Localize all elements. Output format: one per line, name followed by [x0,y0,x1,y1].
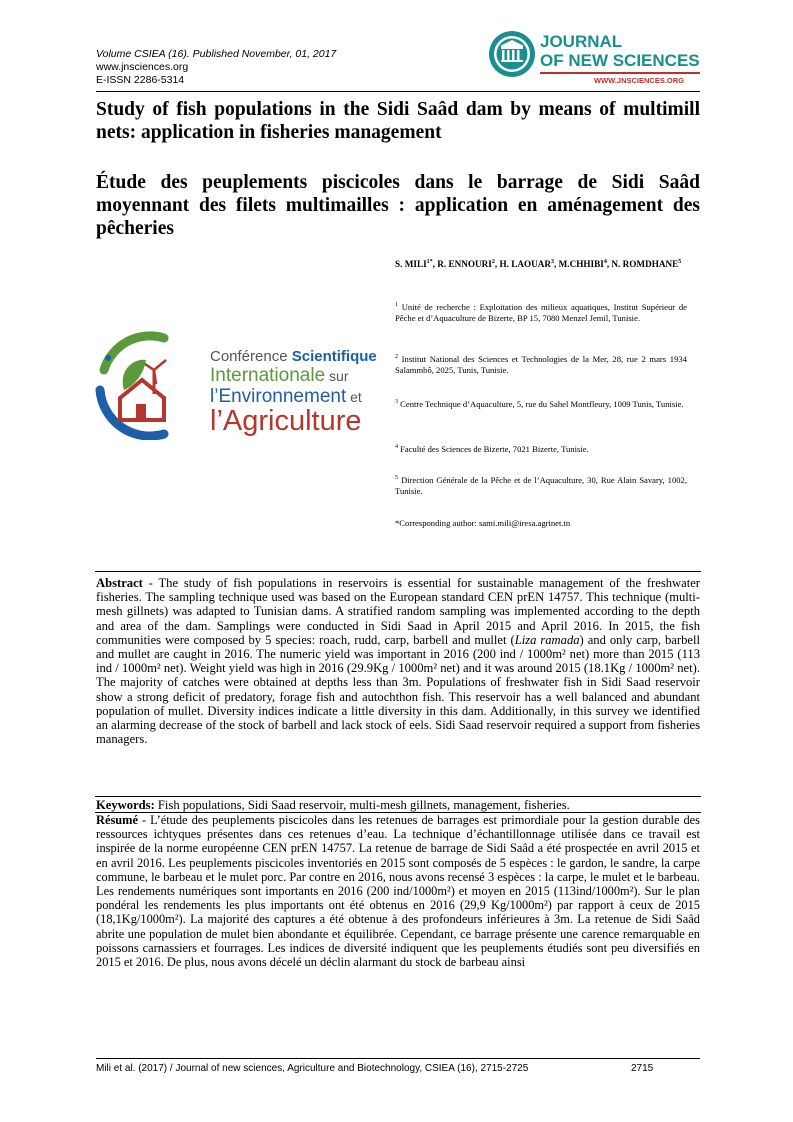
author-1: S. MILI [395,259,427,270]
author-2-sup: 2 [491,259,495,265]
title-english: Study of fish populations in the Sidi Saâd dam by means of multimill nets: application in fisheries management [96,99,700,143]
journal-logo [488,28,703,90]
abstract-italic: Liza ramada [514,632,580,647]
affiliation-1-sup: 1 [395,302,398,308]
footer-citation: Mili et al. (2017) / Journal of new sciences, Agriculture and Biotechnology, CSIEA (16), 2715-2725 [96,1063,529,1074]
conference-line3-a: l’Environnement [210,386,347,407]
keywords-label: Keywords: [96,798,155,812]
conference-line2-b: sur [325,368,349,384]
keywords [96,798,700,812]
journal-website: www.jnsciences.org [96,61,189,73]
journal-logo-line1: JOURNAL [540,32,623,51]
abstract-rule-bottom [95,796,701,797]
resume-label: Résumé [96,813,138,827]
author-1-sup: 1* [426,259,433,265]
conference-line2-a: Internationale [210,365,326,386]
journal-logo-line2: OF NEW SCIENCES [540,51,700,70]
conference-line1-a: Conférence [210,348,292,365]
corresponding-author: *Corresponding author: sami.mili@iresa.agrinet.tn [395,518,571,528]
conference-line4: l’Agriculture [210,405,362,437]
affiliation-2-sup: 2 [395,354,398,360]
author-list [395,256,700,270]
page-number: 2715 [631,1063,654,1074]
journal-seal-icon [488,28,538,80]
author-4: , M.CHHIBI [554,259,604,270]
issn: E-ISSN 2286-5314 [96,74,185,86]
keywords-text: Fish populations, Sidi Saad reservoir, multi-mesh gillnets, management, fisheries. [154,798,570,812]
conference-line1-b: Scientifique [291,348,377,365]
title-french: Étude des peuplements piscicoles dans le barrage de Sidi Saâd moyennant des filets multimailles : application en aménagement des pêcheries [96,172,700,239]
resume [96,813,700,969]
author-5: , N. ROMDHANE [606,259,679,270]
author-5-sup: 5 [678,259,682,265]
author-4-sup: 4 [603,259,607,265]
abstract-text-b: ) and only carp, barbell and mullet are caught in 2016. The numeric yield was important in 2016 (200 ind / 1000m² net) more than 2015 (113 ind / 1000m² net). Weight yield was high in 2016 (29.9Kg / 1000m² net) and it was around 2015 (18.1Kg / 1000m² net). The majority of catches were obtained at depths less than 3m. Populations of freshwater fish in Sidi Saad reservoir show a strong deficit of predatory, forage fish and autochthon fish. This reservoir has a well balanced and abundant population of mullet. Diversity indices indicate a little diversity in this dam. Additionally, in this survey we identified an alarming decrease of the stock of barbell and lack stock of eels. Sidi Saad reservoir required a support from fisheries managers. [96,632,700,747]
conference-line1 [210,348,377,365]
author-3-sup: 3 [551,259,555,265]
affiliation-4-text: Faculté des Sciences de Bizerte, 7021 Bizerte, Tunisie. [398,443,589,454]
conference-emblem-icon [94,330,206,440]
abstract-rule-top [95,571,701,572]
affiliation-5-text: Direction Générale de la Pêche et de l’Aquaculture, 30, Rue Alain Savary, 1002, Tunisie. [395,474,687,497]
affiliation-4 [395,442,687,455]
abstract-text-a: - The study of fish populations in reservoirs is essential for sustainable management of the freshwater fisheries. The sampling technique used was based on the European standard CEN prEN 14757. This technique (multi-mesh gillnets) was adapted to Tunisian dams. A stratified random sampling was implemented according to the depth and area of the dam. Samplings were conducted in Sidi Saad in April 2015 and April 2016. In 2015, the fish communities were composed by 5 species: roach, rudd, carp, barbell and mullet ( [96,576,700,647]
affiliation-2-text: Institut National des Sciences et Technologies de la Mer, 28, rue 2 mars 1934 Salammbô, 2025, Tunis, Tunisie. [395,353,687,376]
conference-line3-b: et [346,389,362,405]
conference-logo [94,330,384,440]
affiliation-3 [395,397,687,410]
author-2: , R. ENNOURI [432,259,492,270]
abstract [96,576,700,746]
affiliation-4-sup: 4 [395,444,398,450]
journal-logo-divider [540,72,700,74]
conference-line2 [210,365,349,387]
affiliation-3-text: Centre Technique d’Aquaculture, 5, rue du Sahel Montfleury, 1009 Tunis, Tunisie. [398,398,684,409]
affiliation-3-sup: 3 [395,399,398,405]
header-rule [96,91,700,92]
affiliation-2 [395,352,687,377]
affiliation-5 [395,473,687,498]
affiliation-5-sup: 5 [395,475,398,481]
affiliation-1-text: Unité de recherche : Exploitation des milieux aquatiques, Institut Supérieur de Pêche et d’Aquaculture de Bizerte, BP 15, 7080 Menzel Jemil, Tunisie. [395,301,687,324]
volume-line: Volume CSIEA (16). Published November, 01, 2017 [96,48,337,60]
abstract-label: Abstract [96,576,143,590]
resume-text: - L’étude des peuplements piscicoles dans les retenues de barrages est primordiale pour la gestion durable des ressources ichtyques présentes dans ces retenues d’eau. La technique d’échantillonnage utilisée dans ce travail est inspirée de la norme européenne CEN prEN 14757. La retenue de barrage de Sidi Saâd a été prospectée en avril 2015 et en avril 2016. Les peuplements piscicoles inventoriés en 2015 sont composés de 5 espèces : le gardon, le sandre, la carpe commune, le barbeau et le mulet porc. Par contre en 2016, nous avons recensé 3 espèces : la carpe, le mulet et le barbeau. Les rendements numériques sont importants en 2016 (200 ind/1000m²) et moyen en 2015 (113ind/1000m²). Sur le plan pondéral les rendements les plus importants ont été obtenus en 2016 (29,9 Kg/1000m²) par rapport à ceux de 2015 (18,1Kg/1000m²). La majorité des captures a été obtenue à des profondeurs inférieures à 3m. La retenue de Sidi Saâd abrite une population de mulet bien abondante et équilibrée. Cependant, ce barrage présente une carence remarquable en poissons carnassiers et fourrages. Les indices de diversité indiquent que les peuplements étudiés sont peu diversifiés en 2015 et 2016. De plus, nous avons décelé un déclin alarmant du stock de barbeau ainsi [96,813,700,970]
footer-rule [96,1058,700,1059]
author-3: , H. LAOUAR [494,259,552,270]
journal-logo-url: WWW.JNSCIENCES.ORG [594,76,685,85]
affiliation-1 [395,300,687,325]
